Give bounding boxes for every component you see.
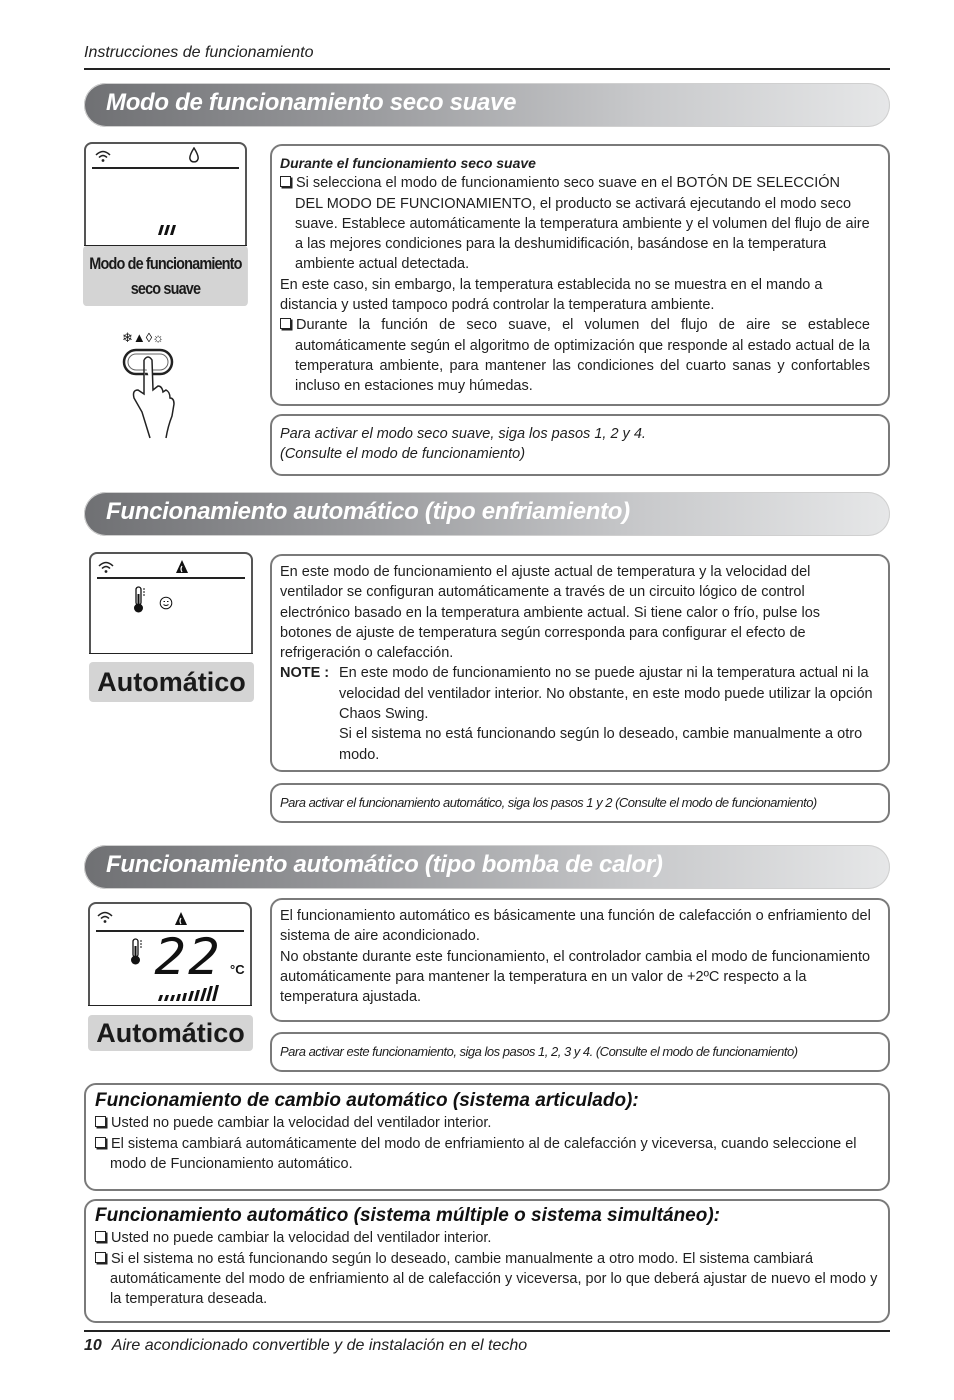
auto-heat-pump-description-box xyxy=(270,898,890,1022)
bullet-item: Si selecciona el modo de funcionamiento seco suave en el BOTÓN DE SELECCIÓN DEL MODO DE FUNCIONAMIENTO, el producto se activará ejecutando el modo seco suave. Establece automáticamente la temperatura ambiente y el volumen del flujo de aire a las mejores condiciones para la deshumidificación, basándose en la temperatura ambiente actual detectada. xyxy=(280,173,870,274)
display-bottom-line xyxy=(89,653,253,655)
info-box-heading: Funcionamiento de cambio automático (sistema articulado): xyxy=(95,1090,639,1111)
mode-icons-row xyxy=(122,330,164,346)
auto-heat-pump-steps-note xyxy=(270,1032,890,1072)
checkbox-bullet-icon xyxy=(95,1116,106,1127)
fan-speed-bars-icon xyxy=(156,224,178,236)
drop-icon: ◊ xyxy=(145,330,153,345)
remote-display-auto-heat-pump xyxy=(88,902,252,1006)
bullet-item: El sistema cambiará automáticamente del modo de enfriamiento al de calefacción y viceversa, cuando seleccione el modo de Funcionamiento automático. xyxy=(95,1134,878,1175)
bullet-item: Durante la función de seco suave, el volumen del flujo de aire se establece automáticamente según el algoritmo de optimización que responde al estado actual de la temperatura ambiente, para mantener las condiciones del cuarto sanas y confortables incluso en estaciones muy húmedas. xyxy=(280,315,870,396)
section-banner-auto-cooling xyxy=(84,492,890,536)
section-banner-auto-heat-pump xyxy=(84,845,890,889)
display-divider xyxy=(97,577,245,579)
smiley-icon xyxy=(159,596,173,610)
hand-pressing-button-icon xyxy=(120,346,190,440)
info-box-articulated-system xyxy=(84,1083,890,1191)
auto-cooling-description-box xyxy=(270,554,890,772)
footer-rule xyxy=(84,1330,890,1332)
checkbox-bullet-icon xyxy=(280,176,291,187)
checkbox-bullet-icon xyxy=(95,1252,106,1263)
mode-label-line2: seco suave xyxy=(130,279,201,298)
mode-label-plate xyxy=(83,246,248,306)
mode-label-automatico: Automático xyxy=(89,662,254,702)
section-title: Funcionamiento automático (tipo bomba de calor) xyxy=(106,851,663,878)
thermometer-icon xyxy=(133,586,147,614)
note-line1: Para activar el modo seco suave, siga los pasos 1, 2 y 4. xyxy=(280,426,646,442)
paragraph: En este caso, sin embargo, la temperatura establecida no se muestra en el mando a distancia y usted tampoco podrá controlar la temperatura ambiente. xyxy=(280,276,823,314)
header-rule xyxy=(84,68,890,70)
info-box-heading: Funcionamiento automático (sistema múltiple o sistema simultáneo): xyxy=(95,1205,720,1226)
section-banner-seco-suave xyxy=(84,83,890,127)
paragraph: En este modo de funcionamiento el ajuste actual de temperatura y la velocidad del ventilador se configuran automáticamente a través de un circuito lógico de control electrónico basado en la temperatura ambiente actual. Si tiene calor o frío, pulse los botones de ajuste de temperatura según corresponda para configurar el efecto de refrigeración o calefacción. xyxy=(280,564,821,662)
thermometer-icon xyxy=(130,938,144,966)
checkbox-bullet-icon xyxy=(95,1137,106,1148)
bullet-item: Usted no puede cambiar la velocidad del ventilador interior. xyxy=(95,1113,878,1133)
signal-icon xyxy=(96,910,114,924)
paragraph: No obstante durante este funcionamiento, el controlador cambia el modo de funcionamiento automáticamente para mantener la temperatura en un valor de +2ºC respecto a la temperatura ajustada. xyxy=(280,948,871,1006)
mode-label-line1: Modo de funcionamiento xyxy=(89,254,242,273)
note-line1: Para activar este funcionamiento, siga los pasos 1, 2, 3 y 4. (Consulte el modo de funcionamiento) xyxy=(280,1044,798,1059)
auto-mode-icon xyxy=(175,559,189,574)
display-bottom-line xyxy=(88,1005,252,1007)
page-footer xyxy=(84,1337,527,1355)
cool-icon: ❄ xyxy=(122,330,133,345)
section-title: Funcionamiento automático (tipo enfriamiento) xyxy=(106,498,630,525)
note-text: En este modo de funcionamiento no se puede ajustar ni la temperatura actual ni la velocidad del ventilador interior. No obstante, en este modo puede utilizar la opción Chaos Swing. xyxy=(339,665,873,723)
remote-display-auto-cooling xyxy=(89,552,253,654)
display-divider xyxy=(92,167,239,169)
note-block xyxy=(280,663,874,764)
auto-mode-icon: ▲ xyxy=(132,330,146,345)
page-number: 10 xyxy=(84,1337,102,1354)
temperature-unit: °C xyxy=(230,962,245,977)
seco-suave-steps-note xyxy=(270,414,890,476)
signal-icon xyxy=(97,560,115,574)
temperature-readout: 22 xyxy=(154,928,222,986)
note-line1: Para activar el funcionamiento automático, siga los pasos 1 y 2 (Consulte el modo de funcionamiento) xyxy=(280,795,817,810)
seco-suave-description-box xyxy=(270,144,890,406)
note-text: Si el sistema no está funcionando según lo deseado, cambie manualmente a otro modo. xyxy=(339,726,863,763)
sun-icon: ☼ xyxy=(152,330,165,345)
remote-display-seco-suave xyxy=(84,142,247,246)
auto-mode-icon xyxy=(174,911,188,926)
checkbox-bullet-icon xyxy=(280,318,291,329)
mode-select-button-illustration[interactable] xyxy=(120,330,190,440)
bullet-item: Si el sistema no está funcionando según lo deseado, cambie manualmente a otro modo. El sistema cambiará automáticamente del modo de enfriamiento al de calefacción y viceversa, por lo que deberá ajustar de nuevo el modo y la temperatura deseada. xyxy=(95,1249,878,1310)
bullet-item: Usted no puede cambiar la velocidad del ventilador interior. xyxy=(95,1228,878,1248)
auto-cooling-steps-note xyxy=(270,783,890,823)
note-line2: (Consulte el modo de funcionamiento) xyxy=(280,446,526,463)
fan-speed-bars-icon xyxy=(156,984,226,1002)
drop-icon xyxy=(188,147,200,164)
box-heading: Durante el funcionamiento seco suave xyxy=(280,155,536,171)
note-label: NOTE : xyxy=(280,665,330,682)
checkbox-bullet-icon xyxy=(95,1231,106,1242)
info-box-multi-system xyxy=(84,1199,890,1323)
mode-label-automatico: Automático xyxy=(88,1015,253,1051)
paragraph: El funcionamiento automático es básicamente una función de calefacción o enfriamiento del sistema de aire acondicionado. xyxy=(280,908,871,945)
section-title: Modo de funcionamiento seco suave xyxy=(106,89,517,116)
signal-icon xyxy=(94,149,112,163)
running-head: Instrucciones de funcionamiento xyxy=(84,44,314,61)
footer-title: Aire acondicionado convertible y de instalación en el techo xyxy=(111,1337,528,1354)
